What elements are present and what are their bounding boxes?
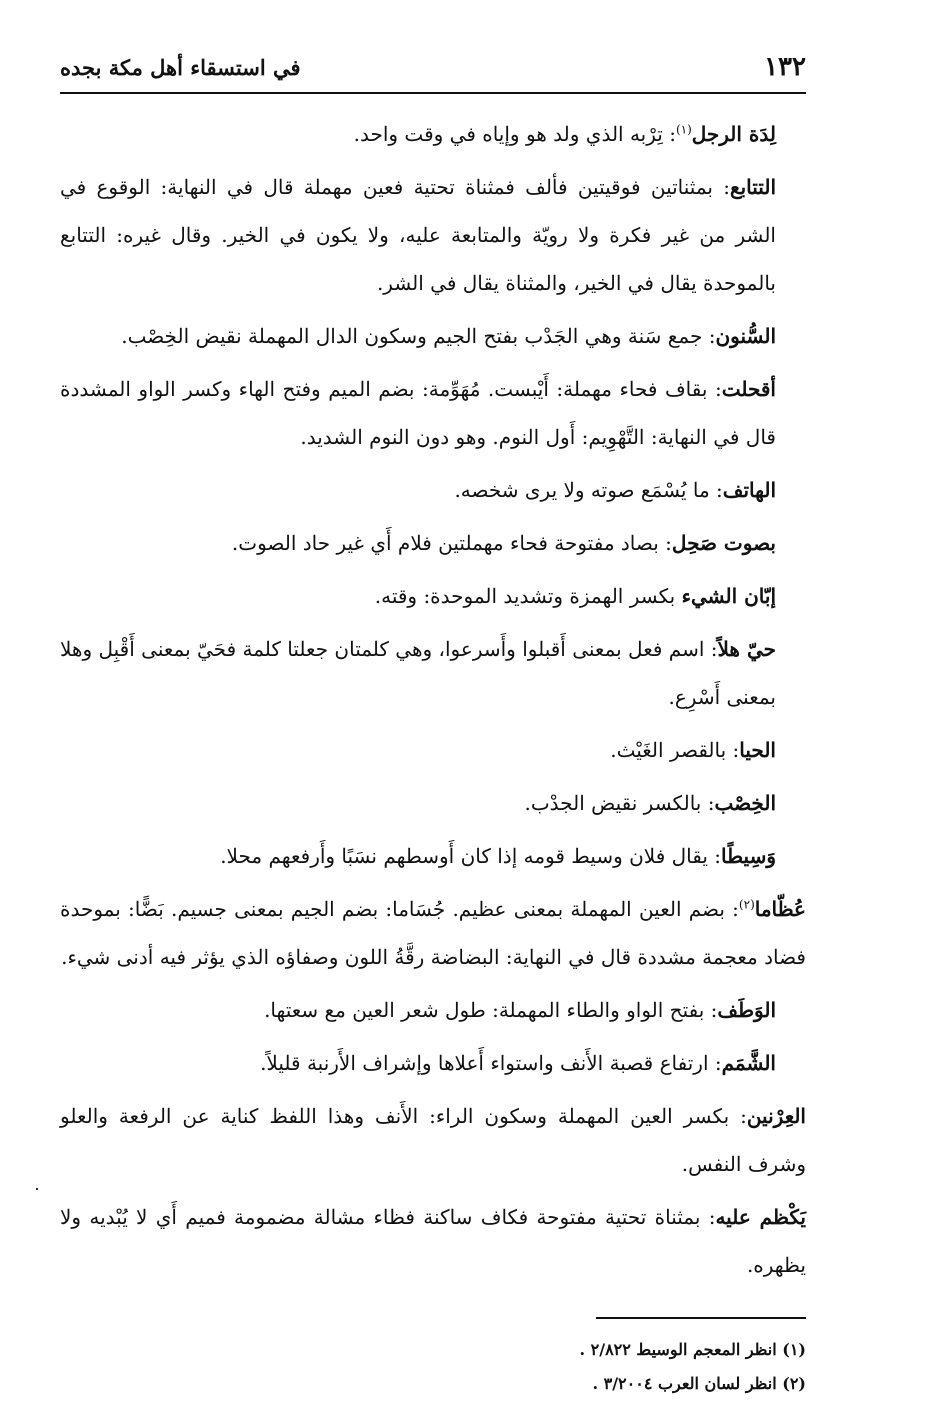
entry-term: وَسِيطًا [721, 844, 776, 868]
entry-term: لِدَة الرجل [691, 122, 776, 146]
glossary-entry [60, 572, 806, 620]
entry-text: : بالكسر نقيض الجدْب. [524, 791, 715, 815]
glossary-entry [60, 519, 806, 567]
glossary-entry [60, 1193, 806, 1289]
footnote-divider [596, 1317, 806, 1319]
entry-text: بكسر الهمزة وتشديد الموحدة: وقته. [374, 584, 682, 608]
glossary-entry [60, 986, 806, 1034]
glossary-entry [60, 779, 806, 827]
entry-text: : بصاد مفتوحة فحاء مهملتين فلام أَي غير حاد الصوت. [231, 531, 672, 555]
entry-text: : جمع سَنة وهي الجَدْب بفتح الجيم وسكون الدال المهملة نقيض الخِصْب. [121, 324, 716, 348]
entry-term: عُظّاما [754, 897, 806, 921]
entry-text: : تِرْبه الذي ولد هو وإياه في وقت واحد. [353, 122, 676, 146]
entry-text: : بكسر العين المهملة وسكون الراء: الأَنف وهذا اللفظ كناية عن الرفعة والعلو وشرف النفس. [60, 1104, 806, 1176]
entry-term: الشَّمَم [721, 1051, 776, 1075]
entry-text: : بمثناتين فوقيتين فألف فمثناة تحتية فعين مهملة قال في النهاية: الوقوع في الشر من غير فكرة ولا رويّة والمتابعة عليه، ولا يكون في الخير. وقال غيره: التتابع بالموحدة يقال في الخير، والمثناة يقال في الشر. [60, 175, 776, 295]
footnote: (١) انظر المعجم الوسيط ٢/٨٢٢ . [579, 1340, 806, 1359]
book-page [60, 52, 806, 1401]
glossary-entry [60, 163, 806, 307]
glossary-entry [60, 726, 806, 774]
entry-text: : بالقصر الغَيْث. [610, 738, 740, 762]
entry-text: : ارتفاع قصبة الأَنف واستواء أَعلاها وإشراف الأَرنبة قليلاً. [260, 1051, 722, 1075]
entry-term: أقحلت [721, 377, 776, 401]
entry-term: الخِصْب [714, 791, 776, 815]
entry-term: بصوت صَحِل [671, 531, 776, 555]
footnote: (٢) انظر لسان العرب ٣/٢٠٠٤ . [592, 1374, 806, 1393]
entry-term: يَكْظم عليه [715, 1205, 806, 1229]
page-number: ١٣٢ [764, 52, 806, 82]
running-header [60, 52, 806, 94]
scan-speck [36, 1188, 38, 1190]
entry-text: : بقاف فحاء مهملة: أَيْبست. مُهَوِّمة: بضم الميم وفتح الهاء وكسر الواو المشددة قال في النهاية: التَّهْوِيم: أَول النوم. وهو دون النوم الشديد. [60, 377, 776, 449]
entry-text: : بضم العين المهملة بمعنى عظيم. جُسَاما: بضم الجيم بمعنى جسيم. بَضًّا: بموحدة فضاد معجمة مشددة قال في النهاية: البضاضة رقَّةُ اللون وصفاؤه الذي يؤثر فيه أدنى شيء. [60, 897, 806, 969]
glossary-entry [60, 365, 806, 461]
glossary-body [60, 110, 806, 1289]
entry-term: إبّان الشيء [681, 584, 776, 608]
glossary-entry [60, 885, 806, 981]
entry-text: : بمثناة تحتية مفتوحة فكاف ساكنة فظاء مشالة مضمومة فميم أَي لا يُبْديه ولا يظهره. [60, 1205, 806, 1277]
glossary-entry [60, 1092, 806, 1188]
entry-term: الحيا [739, 738, 776, 762]
glossary-entry [60, 110, 806, 158]
entry-text: : اسم فعل بمعنى أَقبلوا وأَسرعوا، وهي كلمتان جعلتا كلمة فحَيّ بمعنى أَقْبِل وهلا بمعنى أَسْرِع. [60, 637, 776, 709]
entry-term: حيّ هلاً [717, 637, 776, 661]
entry-term: العِرْنين [746, 1104, 806, 1128]
glossary-entry [60, 312, 806, 360]
running-title: في استسقاء أهل مكة بجده [60, 55, 301, 80]
entry-term: الوَطَف [717, 998, 776, 1022]
entry-term: السُّنون [715, 324, 776, 348]
entry-term: الهاتف [722, 478, 776, 502]
glossary-entry [60, 832, 806, 880]
glossary-entry [60, 1039, 806, 1087]
entry-text: : يقال فلان وسيط قومه إذا كان أَوسطهم نسَبًا وأَرفعهم محلا. [220, 844, 722, 868]
footnote-ref: (٢) [738, 897, 755, 912]
glossary-entry [60, 466, 806, 514]
entry-term: التتابع [729, 175, 776, 199]
entry-text: : ما يُسْمَع صوته ولا يرى شخصه. [454, 478, 723, 502]
entry-text: : بفتح الواو والطاء المهملة: طول شعر العين مع سعتها. [264, 998, 718, 1022]
glossary-entry [60, 625, 806, 721]
footnote-ref: (١) [675, 122, 692, 137]
